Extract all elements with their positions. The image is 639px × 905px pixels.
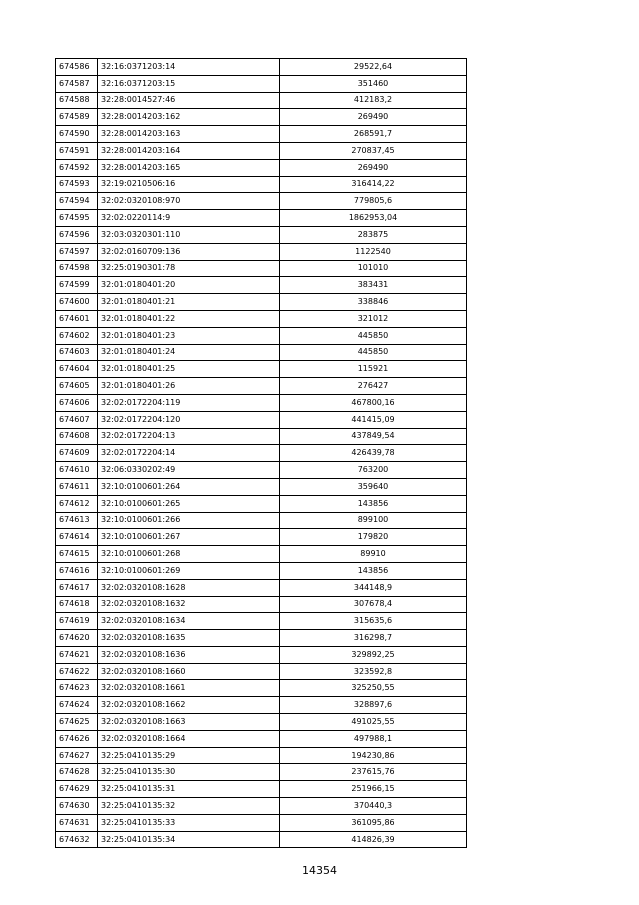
cadastral-number-cell: 32:02:0172204:119 — [98, 394, 280, 411]
row-number-cell: 674616 — [56, 562, 98, 579]
table-row — [56, 831, 467, 848]
cadastral-value-cell: 763200 — [280, 462, 467, 479]
cadastral-number-cell: 32:01:0180401:24 — [98, 344, 280, 361]
cadastral-value-cell: 276427 — [280, 378, 467, 395]
cadastral-value-cell: 89910 — [280, 546, 467, 563]
cadastral-value-cell: 370440,3 — [280, 798, 467, 815]
cadastral-number-cell: 32:10:0100601:265 — [98, 495, 280, 512]
table-row — [56, 243, 467, 260]
cadastral-value-cell: 328897,6 — [280, 697, 467, 714]
cadastral-number-cell: 32:25:0410135:34 — [98, 831, 280, 848]
cadastral-value-cell: 268591,7 — [280, 126, 467, 143]
table-row — [56, 193, 467, 210]
cadastral-number-cell: 32:02:0160709:136 — [98, 243, 280, 260]
cadastral-number-cell: 32:16:0371203:15 — [98, 75, 280, 92]
cadastral-value-cell: 179820 — [280, 529, 467, 546]
cadastral-value-cell: 779805,6 — [280, 193, 467, 210]
table-row — [56, 411, 467, 428]
cadastral-number-cell: 32:01:0180401:21 — [98, 294, 280, 311]
table-row — [56, 176, 467, 193]
cadastral-value-cell: 344148,9 — [280, 579, 467, 596]
cadastral-number-cell: 32:25:0410135:31 — [98, 781, 280, 798]
table-row — [56, 697, 467, 714]
row-number-cell: 674608 — [56, 428, 98, 445]
table-row — [56, 92, 467, 109]
row-number-cell: 674621 — [56, 646, 98, 663]
row-number-cell: 674614 — [56, 529, 98, 546]
row-number-cell: 674628 — [56, 764, 98, 781]
cadastral-value-cell: 269490 — [280, 109, 467, 126]
cadastral-value-cell: 323592,8 — [280, 663, 467, 680]
cadastral-number-cell: 32:25:0190301:78 — [98, 260, 280, 277]
table-row — [56, 680, 467, 697]
cadastral-number-cell: 32:01:0180401:25 — [98, 361, 280, 378]
row-number-cell: 674597 — [56, 243, 98, 260]
cadastral-value-cell: 467800,16 — [280, 394, 467, 411]
table-row — [56, 730, 467, 747]
cadastral-value-cell: 29522,64 — [280, 59, 467, 76]
table-row — [56, 814, 467, 831]
cadastral-number-cell: 32:02:0172204:120 — [98, 411, 280, 428]
cadastral-value-cell: 194230,86 — [280, 747, 467, 764]
row-number-cell: 674626 — [56, 730, 98, 747]
table-row — [56, 562, 467, 579]
cadastral-number-cell: 32:02:0320108:1660 — [98, 663, 280, 680]
row-number-cell: 674594 — [56, 193, 98, 210]
cadastral-value-cell: 445850 — [280, 344, 467, 361]
table-row — [56, 59, 467, 76]
row-number-cell: 674622 — [56, 663, 98, 680]
table-row — [56, 142, 467, 159]
cadastral-number-cell: 32:02:0220114:9 — [98, 210, 280, 227]
table-row — [56, 294, 467, 311]
cadastral-number-cell: 32:02:0320108:1664 — [98, 730, 280, 747]
cadastral-number-cell: 32:02:0320108:1632 — [98, 596, 280, 613]
cadastral-number-cell: 32:02:0320108:1636 — [98, 646, 280, 663]
cadastral-value-cell: 143856 — [280, 495, 467, 512]
cadastral-value-cell: 315635,6 — [280, 613, 467, 630]
row-number-cell: 674587 — [56, 75, 98, 92]
cadastral-value-cell: 115921 — [280, 361, 467, 378]
row-number-cell: 674600 — [56, 294, 98, 311]
row-number-cell: 674610 — [56, 462, 98, 479]
table-row — [56, 210, 467, 227]
cadastral-value-cell: 283875 — [280, 226, 467, 243]
cadastral-value-cell: 251966,15 — [280, 781, 467, 798]
table-row — [56, 495, 467, 512]
row-number-cell: 674604 — [56, 361, 98, 378]
row-number-cell: 674609 — [56, 445, 98, 462]
cadastral-value-cell: 899100 — [280, 512, 467, 529]
row-number-cell: 674606 — [56, 394, 98, 411]
cadastral-value-cell: 445850 — [280, 327, 467, 344]
table-row — [56, 126, 467, 143]
cadastral-number-cell: 32:10:0100601:269 — [98, 562, 280, 579]
cadastral-value-cell: 412183,2 — [280, 92, 467, 109]
table-row — [56, 226, 467, 243]
cadastral-number-cell: 32:02:0320108:1663 — [98, 714, 280, 731]
row-number-cell: 674620 — [56, 630, 98, 647]
cadastral-value-cell: 316414,22 — [280, 176, 467, 193]
row-number-cell: 674589 — [56, 109, 98, 126]
table-row — [56, 361, 467, 378]
cadastral-value-cell: 497988,1 — [280, 730, 467, 747]
row-number-cell: 674619 — [56, 613, 98, 630]
table-row — [56, 159, 467, 176]
row-number-cell: 674593 — [56, 176, 98, 193]
cadastral-number-cell: 32:02:0320108:1634 — [98, 613, 280, 630]
cadastral-value-cell: 270837,45 — [280, 142, 467, 159]
table-row — [56, 462, 467, 479]
row-number-cell: 674615 — [56, 546, 98, 563]
cadastral-number-cell: 32:10:0100601:267 — [98, 529, 280, 546]
table-body — [56, 59, 467, 848]
cadastral-number-cell: 32:02:0320108:1661 — [98, 680, 280, 697]
row-number-cell: 674603 — [56, 344, 98, 361]
cadastral-value-cell: 143856 — [280, 562, 467, 579]
cadastral-value-cell: 1862953,04 — [280, 210, 467, 227]
cadastral-value-cell: 307678,4 — [280, 596, 467, 613]
table-row — [56, 109, 467, 126]
cadastral-number-cell: 32:10:0100601:266 — [98, 512, 280, 529]
row-number-cell: 674624 — [56, 697, 98, 714]
table-row — [56, 260, 467, 277]
row-number-cell: 674599 — [56, 277, 98, 294]
row-number-cell: 674588 — [56, 92, 98, 109]
row-number-cell: 674611 — [56, 478, 98, 495]
table-row — [56, 781, 467, 798]
table-row — [56, 613, 467, 630]
table-row — [56, 747, 467, 764]
table-row — [56, 512, 467, 529]
cadastral-number-cell: 32:02:0320108:1662 — [98, 697, 280, 714]
cadastral-value-cell: 101010 — [280, 260, 467, 277]
table-row — [56, 798, 467, 815]
row-number-cell: 674591 — [56, 142, 98, 159]
table-row — [56, 764, 467, 781]
cadastral-number-cell: 32:19:0210506:16 — [98, 176, 280, 193]
cadastral-value-cell: 325250,55 — [280, 680, 467, 697]
cadastral-number-cell: 32:03:0320301:110 — [98, 226, 280, 243]
cadastral-value-cell: 237615,76 — [280, 764, 467, 781]
cadastral-number-cell: 32:06:0330202:49 — [98, 462, 280, 479]
cadastral-value-cell: 321012 — [280, 310, 467, 327]
row-number-cell: 674613 — [56, 512, 98, 529]
table-row — [56, 546, 467, 563]
cadastral-number-cell: 32:02:0320108:1635 — [98, 630, 280, 647]
table-row — [56, 579, 467, 596]
table-row — [56, 428, 467, 445]
cadastral-value-cell: 329892,25 — [280, 646, 467, 663]
cadastral-number-cell: 32:02:0320108:1628 — [98, 579, 280, 596]
cadastral-value-cell: 351460 — [280, 75, 467, 92]
cadastral-value-cell: 491025,55 — [280, 714, 467, 731]
cadastral-value-cell: 1122540 — [280, 243, 467, 260]
cadastral-number-cell: 32:01:0180401:23 — [98, 327, 280, 344]
row-number-cell: 674631 — [56, 814, 98, 831]
cadastral-value-cell: 414826,39 — [280, 831, 467, 848]
cadastral-value-cell: 316298,7 — [280, 630, 467, 647]
table-row — [56, 310, 467, 327]
row-number-cell: 674598 — [56, 260, 98, 277]
row-number-cell: 674623 — [56, 680, 98, 697]
cadastral-value-cell: 426439,78 — [280, 445, 467, 462]
row-number-cell: 674605 — [56, 378, 98, 395]
cadastral-number-cell: 32:25:0410135:33 — [98, 814, 280, 831]
table-row — [56, 378, 467, 395]
table-row — [56, 630, 467, 647]
cadastral-number-cell: 32:02:0172204:14 — [98, 445, 280, 462]
table-row — [56, 663, 467, 680]
cadastral-number-cell: 32:01:0180401:26 — [98, 378, 280, 395]
cadastral-number-cell: 32:01:0180401:20 — [98, 277, 280, 294]
table-row — [56, 344, 467, 361]
cadastral-value-cell: 359640 — [280, 478, 467, 495]
cadastral-number-cell: 32:28:0014203:162 — [98, 109, 280, 126]
cadastral-value-cell: 441415,09 — [280, 411, 467, 428]
cadastral-number-cell: 32:28:0014203:165 — [98, 159, 280, 176]
row-number-cell: 674618 — [56, 596, 98, 613]
row-number-cell: 674617 — [56, 579, 98, 596]
cadastral-value-cell: 383431 — [280, 277, 467, 294]
table-row — [56, 529, 467, 546]
row-number-cell: 674632 — [56, 831, 98, 848]
table-row — [56, 445, 467, 462]
row-number-cell: 674590 — [56, 126, 98, 143]
cadastral-number-cell: 32:28:0014527:46 — [98, 92, 280, 109]
table-row — [56, 394, 467, 411]
cadastral-value-table — [55, 58, 467, 848]
row-number-cell: 674627 — [56, 747, 98, 764]
cadastral-value-cell: 338846 — [280, 294, 467, 311]
row-number-cell: 674602 — [56, 327, 98, 344]
row-number-cell: 674601 — [56, 310, 98, 327]
cadastral-number-cell: 32:28:0014203:164 — [98, 142, 280, 159]
row-number-cell: 674607 — [56, 411, 98, 428]
page-number: 14354 — [302, 864, 337, 877]
cadastral-number-cell: 32:25:0410135:32 — [98, 798, 280, 815]
row-number-cell: 674630 — [56, 798, 98, 815]
cadastral-number-cell: 32:25:0410135:29 — [98, 747, 280, 764]
cadastral-value-cell: 437849,54 — [280, 428, 467, 445]
cadastral-number-cell: 32:28:0014203:163 — [98, 126, 280, 143]
cadastral-number-cell: 32:25:0410135:30 — [98, 764, 280, 781]
table-row — [56, 596, 467, 613]
row-number-cell: 674625 — [56, 714, 98, 731]
cadastral-number-cell: 32:02:0320108:970 — [98, 193, 280, 210]
table-row — [56, 646, 467, 663]
cadastral-number-cell: 32:16:0371203:14 — [98, 59, 280, 76]
row-number-cell: 674595 — [56, 210, 98, 227]
cadastral-number-cell: 32:10:0100601:264 — [98, 478, 280, 495]
row-number-cell: 674629 — [56, 781, 98, 798]
cadastral-number-cell: 32:01:0180401:22 — [98, 310, 280, 327]
table-row — [56, 75, 467, 92]
cadastral-number-cell: 32:10:0100601:268 — [98, 546, 280, 563]
table-row — [56, 478, 467, 495]
row-number-cell: 674586 — [56, 59, 98, 76]
cadastral-number-cell: 32:02:0172204:13 — [98, 428, 280, 445]
table-row — [56, 327, 467, 344]
table-row — [56, 277, 467, 294]
table-row — [56, 714, 467, 731]
cadastral-value-cell: 361095,86 — [280, 814, 467, 831]
cadastral-value-cell: 269490 — [280, 159, 467, 176]
row-number-cell: 674596 — [56, 226, 98, 243]
row-number-cell: 674592 — [56, 159, 98, 176]
row-number-cell: 674612 — [56, 495, 98, 512]
